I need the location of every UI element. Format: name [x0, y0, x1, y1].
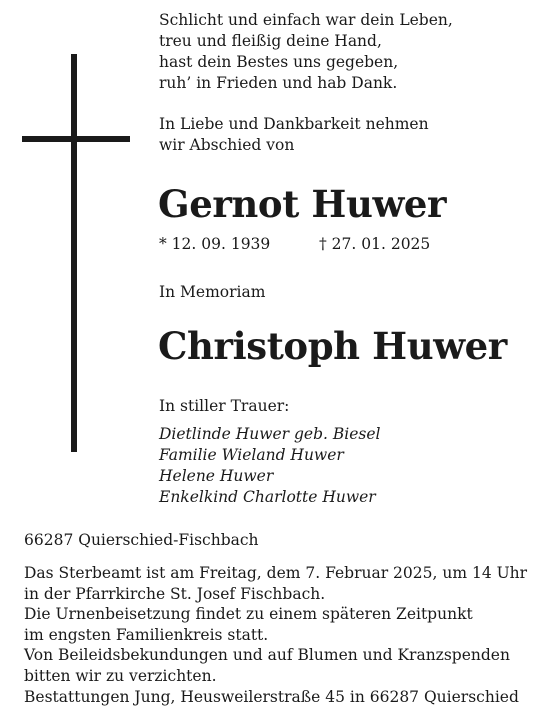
notice-line: in der Pfarrkirche St. Josef Fischbach. — [24, 584, 326, 603]
birth-date: * 12. 09. 1939 — [159, 235, 271, 253]
poem — [159, 10, 453, 94]
memoriam-label: In Memoriam — [159, 283, 266, 301]
mourning-label: In stiller Trauer: — [159, 397, 290, 415]
notice-line: bitten wir zu verzichten. — [24, 666, 217, 685]
funeral-notice — [24, 563, 527, 686]
mourner-name: Helene Huwer — [159, 467, 274, 485]
notice-line: Die Urnenbeisetzung findet zu einem späteren Zeitpunkt — [24, 605, 473, 623]
place: 66287 Quierschied-Fischbach — [24, 531, 259, 549]
mourner-name: Familie Wieland Huwer — [159, 446, 344, 464]
intro-line: wir Abschied von — [159, 136, 295, 154]
notice-line: im engsten Familienkreis statt. — [24, 625, 269, 644]
mourners-list — [159, 424, 380, 508]
poem-line: Schlicht und einfach war dein Leben, — [159, 11, 453, 29]
poem-line: treu und fleißig deine Hand, — [159, 32, 382, 50]
cross-vertical-bar — [71, 54, 77, 452]
intro-text — [159, 114, 429, 156]
poem-line: ruh’ in Frieden und hab Dank. — [159, 74, 398, 92]
mourner-name: Enkelkind Charlotte Huwer — [159, 488, 376, 506]
memoriam-name: Christoph Huwer — [158, 324, 507, 368]
intro-line: In Liebe und Dankbarkeit nehmen — [159, 115, 429, 133]
poem-line: hast dein Bestes uns gegeben, — [159, 53, 399, 71]
notice-line: Von Beileidsbekundungen und auf Blumen und Kranzspenden — [24, 646, 510, 664]
death-date: † 27. 01. 2025 — [319, 235, 431, 253]
notice-line: Das Sterbeamt ist am Freitag, dem 7. Februar 2025, um 14 Uhr — [24, 564, 528, 582]
deceased-name: Gernot Huwer — [158, 182, 447, 226]
mourner-name: Dietlinde Huwer geb. Biesel — [159, 425, 381, 443]
cross-horizontal-bar — [22, 136, 130, 142]
undertaker: Bestattungen Jung, Heusweilerstraße 45 in 66287 Quierschied — [24, 688, 519, 706]
